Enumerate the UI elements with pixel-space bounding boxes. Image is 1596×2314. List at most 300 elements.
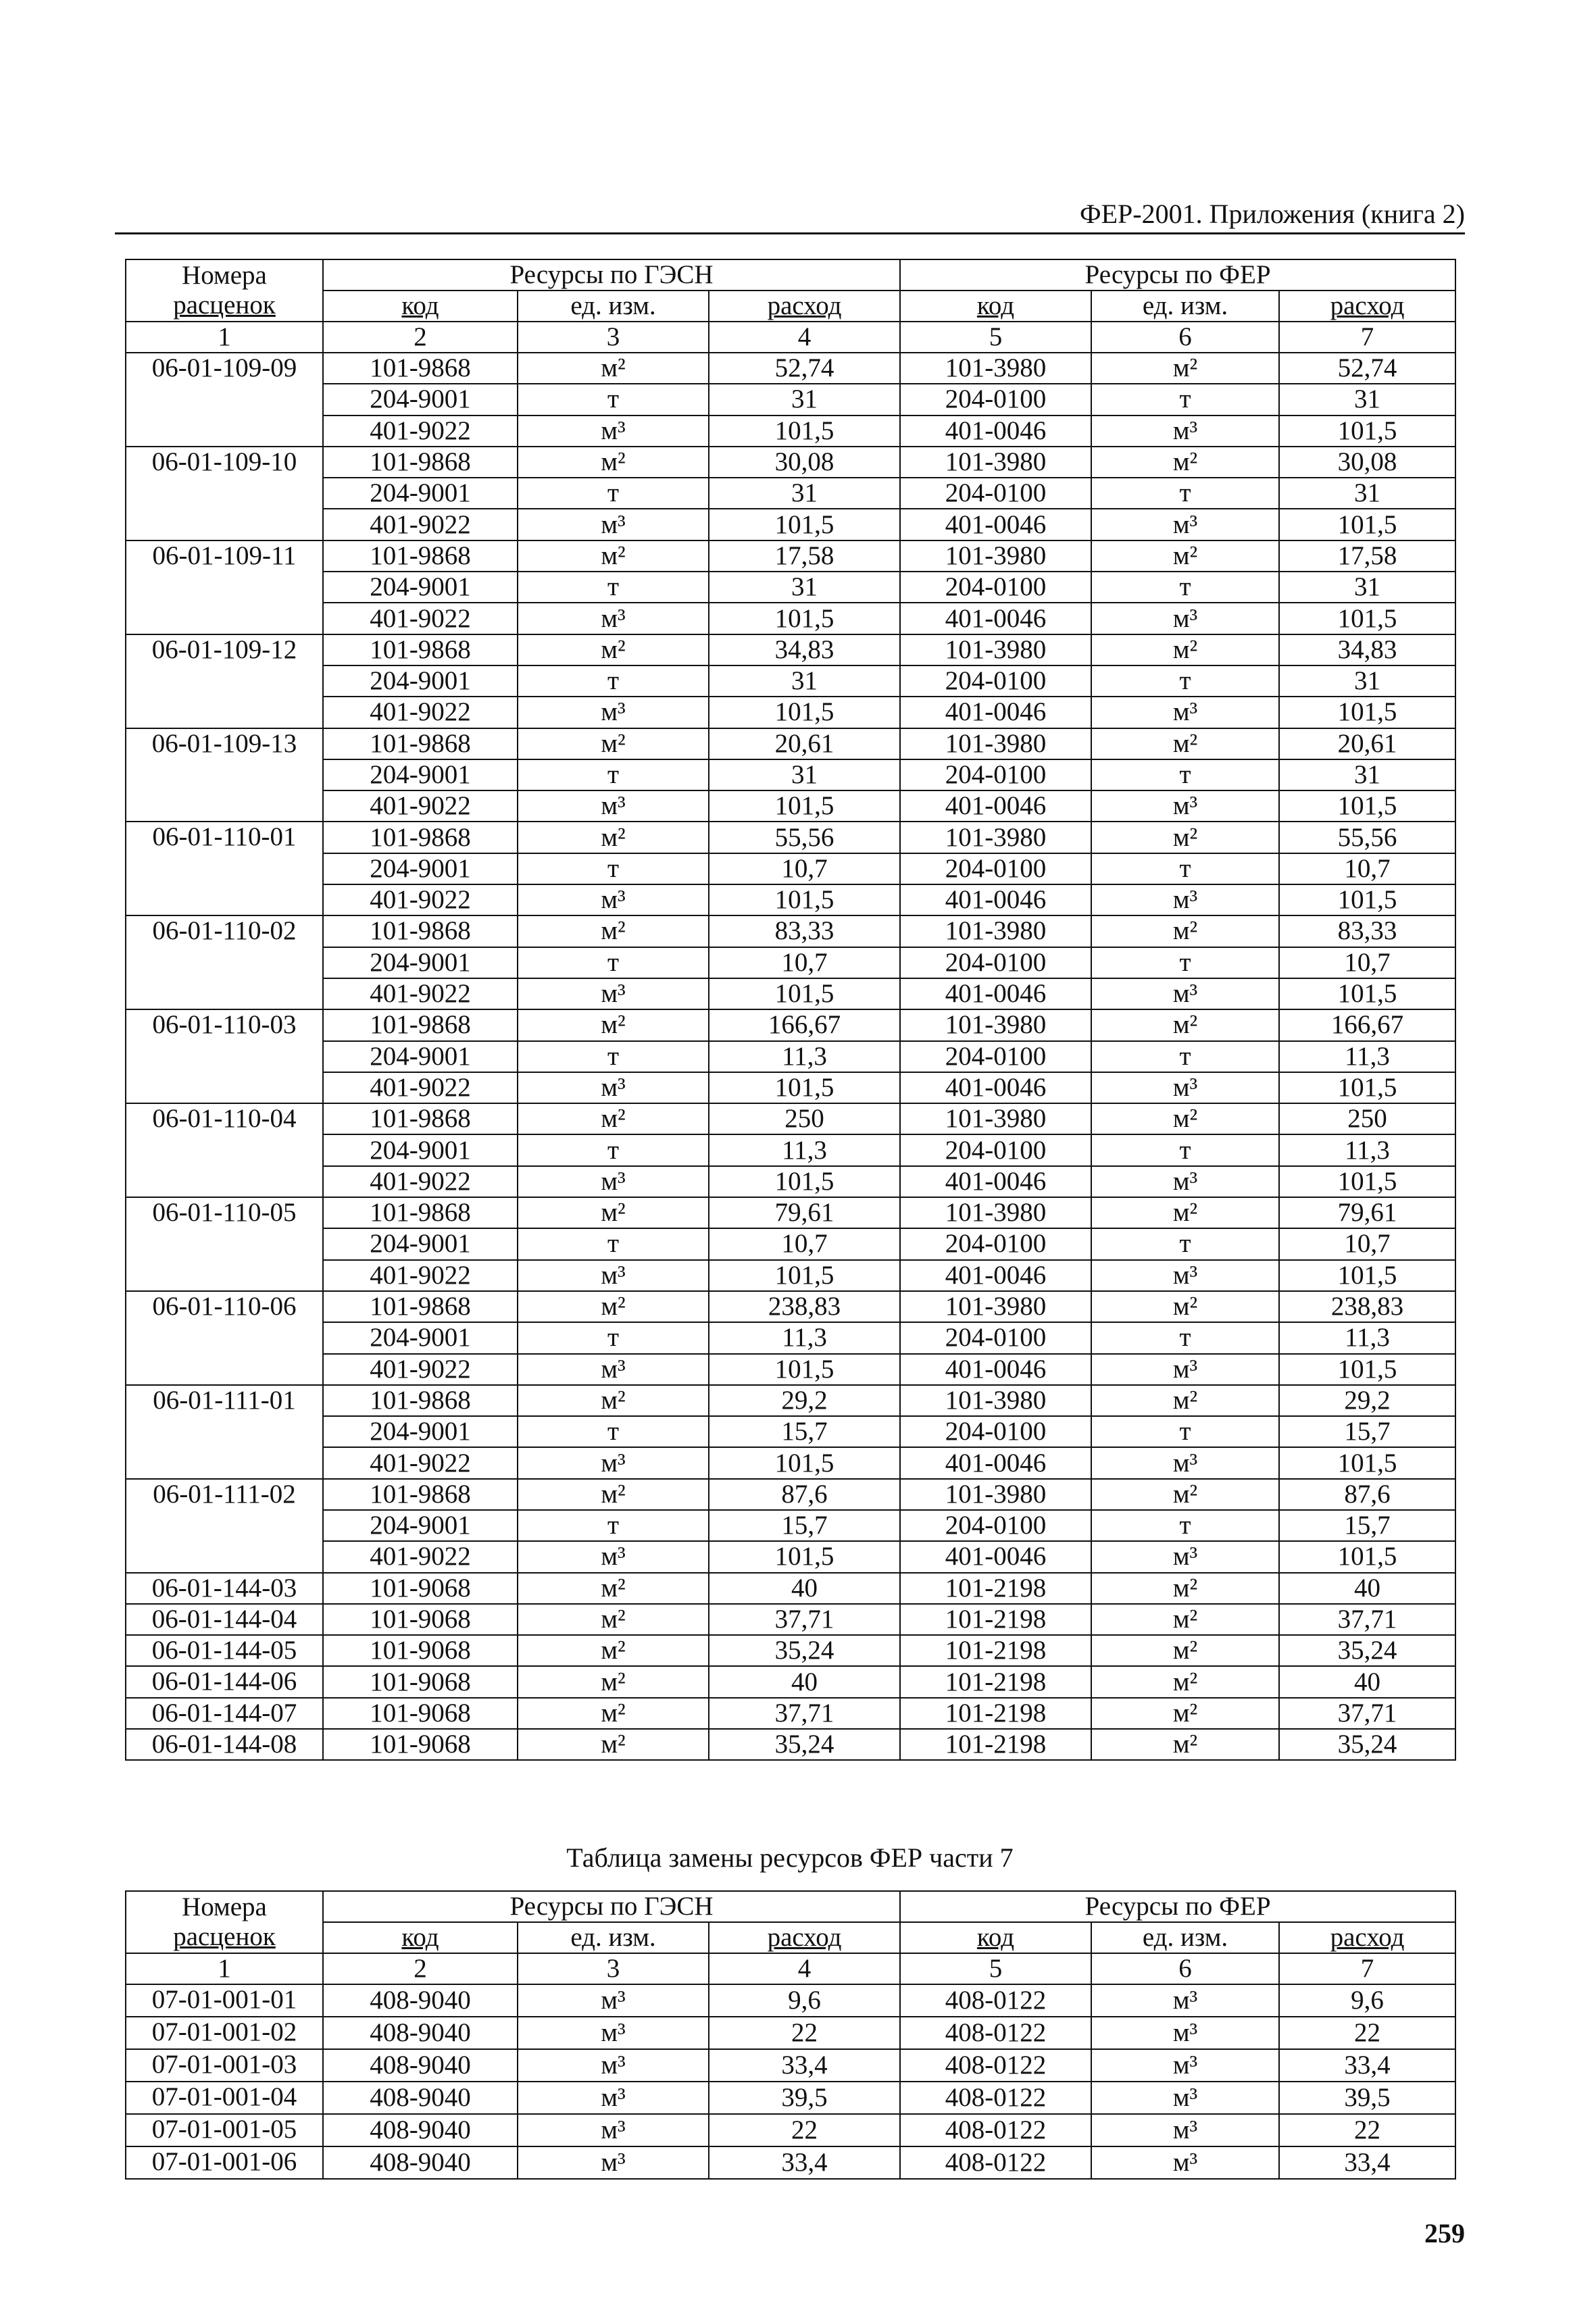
gesn-consumption-cell: 10,7 [709, 853, 900, 884]
table-head [126, 259, 1455, 353]
rate-number-cell: 06-01-109-09 [126, 353, 323, 447]
fer-unit-header: ед. изм. [1091, 291, 1279, 322]
fer-unit-cell: м² [1091, 1573, 1279, 1604]
fer-code-cell: 101-2198 [900, 1573, 1091, 1604]
gesn-code-cell: 204-9001 [323, 1228, 518, 1259]
table-row [126, 978, 1455, 1009]
gesn-consumption-cell: 101,5 [709, 509, 900, 540]
gesn-code-cell: 204-9001 [323, 947, 518, 978]
fer-consumption-cell: 31 [1279, 572, 1455, 603]
gesn-unit-cell: т [518, 947, 709, 978]
fer-unit-cell: м³ [1091, 1072, 1279, 1103]
gesn-code-cell: 401-9022 [323, 884, 518, 915]
gesn-unit-cell: т [518, 1228, 709, 1259]
table-row [126, 728, 1455, 759]
gesn-unit-cell: м³ [518, 1072, 709, 1103]
fer-code-cell: 204-0100 [900, 478, 1091, 509]
rate-number-cell: 06-01-109-11 [126, 540, 323, 634]
rate-number-cell: 06-01-144-04 [126, 1604, 323, 1635]
gesn-unit-cell: м² [518, 353, 709, 384]
fer-unit-cell: м² [1091, 1291, 1279, 1322]
fer-consumption-cell: 101,5 [1279, 603, 1455, 634]
rate-number-cell: 06-01-110-02 [126, 915, 323, 1009]
fer-code-cell: 401-0046 [900, 1166, 1091, 1197]
gesn-unit-cell: т [518, 572, 709, 603]
gesn-code-cell: 408-9040 [323, 2017, 518, 2049]
table-row [126, 665, 1455, 697]
table-row [126, 509, 1455, 540]
table-row [126, 884, 1455, 915]
table-row [126, 2082, 1455, 2114]
column-number: 2 [323, 322, 518, 353]
fer-unit-cell: м³ [1091, 2082, 1279, 2114]
gesn-unit-header: ед. изм. [518, 1922, 709, 1953]
column-number: 1 [126, 322, 323, 353]
gesn-unit-cell: м² [518, 1479, 709, 1510]
gesn-consumption-cell: 37,71 [709, 1698, 900, 1729]
fer-consumption-cell: 40 [1279, 1666, 1455, 1697]
gesn-code-cell: 408-9040 [323, 2082, 518, 2114]
rate-number-cell: 06-01-110-05 [126, 1197, 323, 1291]
gesn-code-cell: 101-9868 [323, 1103, 518, 1134]
fer-unit-cell: т [1091, 1322, 1279, 1353]
gesn-consumption-cell: 33,4 [709, 2146, 900, 2179]
table-row [126, 1260, 1455, 1291]
fer-code-cell: 401-0046 [900, 416, 1091, 447]
fer-group-header: Ресурсы по ФЕР [900, 259, 1455, 291]
fer-unit-cell: м³ [1091, 1354, 1279, 1385]
fer-consumption-cell: 55,56 [1279, 822, 1455, 853]
fer-code-cell: 204-0100 [900, 1510, 1091, 1541]
rate-numbers-header: Номера расценок [126, 259, 323, 322]
rate-number-cell: 06-01-144-07 [126, 1698, 323, 1729]
gesn-unit-cell: м³ [518, 2049, 709, 2082]
fer-unit-cell: м³ [1091, 2017, 1279, 2049]
fer-unit-cell: м³ [1091, 697, 1279, 728]
table-row [126, 353, 1455, 384]
gesn-code-cell: 401-9022 [323, 1260, 518, 1291]
gesn-code-header: код [323, 1922, 518, 1953]
fer-consumption-cell: 37,71 [1279, 1604, 1455, 1635]
table-row [126, 1510, 1455, 1541]
table-row [126, 790, 1455, 822]
table-row [126, 759, 1455, 790]
fer-unit-cell: т [1091, 1041, 1279, 1072]
fer-code-cell: 204-0100 [900, 1041, 1091, 1072]
rate-number-cell: 06-01-110-06 [126, 1291, 323, 1385]
table-row [126, 1573, 1455, 1604]
table-row [126, 1354, 1455, 1385]
gesn-unit-cell: т [518, 759, 709, 790]
page-header [115, 197, 1465, 231]
gesn-consumption-cell: 15,7 [709, 1416, 900, 1447]
gesn-consumption-cell: 11,3 [709, 1041, 900, 1072]
fer-consumption-cell: 101,5 [1279, 697, 1455, 728]
header-rule [115, 232, 1465, 234]
fer-code-cell: 101-3980 [900, 1479, 1091, 1510]
fer-consumption-cell: 39,5 [1279, 2082, 1455, 2114]
fer-consumption-cell: 9,6 [1279, 1984, 1455, 2017]
fer-unit-cell: м² [1091, 1604, 1279, 1635]
gesn-code-cell: 408-9040 [323, 2146, 518, 2179]
fer-code-cell: 101-3980 [900, 1009, 1091, 1040]
gesn-code-cell: 204-9001 [323, 1134, 518, 1165]
fer-unit-cell: т [1091, 759, 1279, 790]
fer-consumption-cell: 79,61 [1279, 1197, 1455, 1228]
gesn-consumption-cell: 55,56 [709, 822, 900, 853]
column-number: 4 [709, 1953, 900, 1984]
gesn-consumption-cell: 101,5 [709, 1541, 900, 1572]
gesn-unit-cell: м³ [518, 978, 709, 1009]
fer-consumption-cell: 20,61 [1279, 728, 1455, 759]
header-title: ФЕР-2001. Приложения (книга 2) [1080, 199, 1465, 229]
fer-unit-cell: м³ [1091, 1166, 1279, 1197]
gesn-unit-cell: м² [518, 1635, 709, 1666]
fer-code-cell: 204-0100 [900, 572, 1091, 603]
rate-number-cell: 07-01-001-04 [126, 2082, 323, 2114]
fer-consumption-cell: 31 [1279, 665, 1455, 697]
fer-consumption-cell: 35,24 [1279, 1729, 1455, 1760]
fer-unit-cell: т [1091, 853, 1279, 884]
fer-unit-cell: м³ [1091, 790, 1279, 822]
gesn-code-header: код [323, 291, 518, 322]
fer-unit-cell: м² [1091, 1479, 1279, 1510]
gesn-consumption-cell: 101,5 [709, 1260, 900, 1291]
gesn-consumption-cell: 11,3 [709, 1322, 900, 1353]
table-row [126, 1447, 1455, 1478]
table-row [126, 1729, 1455, 1760]
gesn-code-cell: 204-9001 [323, 853, 518, 884]
gesn-consumption-cell: 10,7 [709, 947, 900, 978]
fer-code-cell: 101-2198 [900, 1698, 1091, 1729]
gesn-unit-cell: м³ [518, 790, 709, 822]
table-body [126, 353, 1455, 1760]
gesn-consumption-cell: 35,24 [709, 1729, 900, 1760]
fer-unit-cell: м³ [1091, 1447, 1279, 1478]
table-row [126, 1166, 1455, 1197]
table-row [126, 697, 1455, 728]
fer-unit-cell: м² [1091, 353, 1279, 384]
gesn-consumption-cell: 101,5 [709, 1166, 900, 1197]
fer-consumption-cell: 101,5 [1279, 1072, 1455, 1103]
rate-number-cell: 06-01-109-10 [126, 447, 323, 540]
fer-consumption-cell: 30,08 [1279, 447, 1455, 478]
table-row [126, 2146, 1455, 2179]
gesn-code-cell: 204-9001 [323, 759, 518, 790]
resources-table-part7 [125, 1890, 1456, 2180]
gesn-unit-cell: м³ [518, 884, 709, 915]
fer-consumption-cell: 250 [1279, 1103, 1455, 1134]
fer-unit-cell: м² [1091, 1666, 1279, 1697]
column-number: 6 [1091, 1953, 1279, 1984]
table-row [126, 2049, 1455, 2082]
rate-number-cell: 06-01-144-08 [126, 1729, 323, 1760]
gesn-group-header: Ресурсы по ГЭСН [323, 1891, 900, 1922]
fer-consumption-cell: 33,4 [1279, 2146, 1455, 2179]
fer-unit-cell: м³ [1091, 1260, 1279, 1291]
gesn-code-cell: 204-9001 [323, 1416, 518, 1447]
gesn-unit-cell: м³ [518, 2082, 709, 2114]
rate-number-cell: 06-01-109-13 [126, 728, 323, 822]
gesn-consumption-cell: 250 [709, 1103, 900, 1134]
fer-code-cell: 101-3980 [900, 1197, 1091, 1228]
column-number: 1 [126, 1953, 323, 1984]
rate-number-cell: 07-01-001-01 [126, 1984, 323, 2017]
fer-consumption-cell: 101,5 [1279, 1541, 1455, 1572]
gesn-code-cell: 401-9022 [323, 603, 518, 634]
fer-code-cell: 204-0100 [900, 1322, 1091, 1353]
gesn-code-cell: 101-9868 [323, 728, 518, 759]
table-row [126, 1072, 1455, 1103]
table-row [126, 1134, 1455, 1165]
gesn-code-cell: 101-9868 [323, 353, 518, 384]
gesn-consumption-cell: 101,5 [709, 884, 900, 915]
fer-consumption-cell: 10,7 [1279, 853, 1455, 884]
gesn-code-cell: 401-9022 [323, 1541, 518, 1572]
fer-code-cell: 401-0046 [900, 1447, 1091, 1478]
gesn-code-cell: 204-9001 [323, 1041, 518, 1072]
gesn-unit-cell: м² [518, 1604, 709, 1635]
rate-number-cell: 06-01-110-01 [126, 822, 323, 915]
fer-code-cell: 401-0046 [900, 603, 1091, 634]
table-row [126, 1666, 1455, 1697]
rate-number-cell: 07-01-001-05 [126, 2114, 323, 2146]
fer-consumption-cell: 10,7 [1279, 947, 1455, 978]
gesn-unit-cell: т [518, 1041, 709, 1072]
gesn-unit-cell: м² [518, 1197, 709, 1228]
gesn-code-cell: 101-9068 [323, 1729, 518, 1760]
fer-unit-cell: м² [1091, 1103, 1279, 1134]
fer-consumption-cell: 166,67 [1279, 1009, 1455, 1040]
gesn-consumption-cell: 22 [709, 2114, 900, 2146]
rate-number-cell: 06-01-144-06 [126, 1666, 323, 1697]
fer-code-cell: 101-3980 [900, 915, 1091, 947]
gesn-code-cell: 401-9022 [323, 978, 518, 1009]
page-number: 259 [1424, 2218, 1465, 2248]
gesn-code-cell: 401-9022 [323, 509, 518, 540]
fer-code-cell: 101-3980 [900, 728, 1091, 759]
gesn-unit-cell: т [518, 1510, 709, 1541]
fer-code-cell: 401-0046 [900, 1072, 1091, 1103]
fer-code-cell: 401-0046 [900, 1541, 1091, 1572]
gesn-unit-cell: м³ [518, 1260, 709, 1291]
fer-code-cell: 204-0100 [900, 665, 1091, 697]
table-row [126, 603, 1455, 634]
gesn-unit-cell: м² [518, 1385, 709, 1416]
column-number: 2 [323, 1953, 518, 1984]
fer-code-cell: 101-2198 [900, 1666, 1091, 1697]
fer-unit-cell: м² [1091, 1635, 1279, 1666]
fer-unit-cell: м³ [1091, 416, 1279, 447]
gesn-unit-cell: м² [518, 634, 709, 665]
gesn-code-cell: 101-9868 [323, 1385, 518, 1416]
gesn-unit-cell: т [518, 384, 709, 415]
rate-number-cell: 06-01-111-02 [126, 1479, 323, 1573]
fer-code-cell: 204-0100 [900, 1416, 1091, 1447]
fer-consumption-cell: 35,24 [1279, 1635, 1455, 1666]
fer-consumption-cell: 101,5 [1279, 1166, 1455, 1197]
gesn-unit-cell: м³ [518, 1354, 709, 1385]
fer-unit-cell: м² [1091, 1009, 1279, 1040]
gesn-code-cell: 101-9068 [323, 1666, 518, 1697]
column-number: 3 [518, 322, 709, 353]
table-head [126, 1891, 1455, 1984]
gesn-unit-cell: м³ [518, 509, 709, 540]
fer-consumption-cell: 101,5 [1279, 790, 1455, 822]
fer-unit-cell: м³ [1091, 978, 1279, 1009]
fer-code-cell: 101-3980 [900, 447, 1091, 478]
fer-consumption-cell: 34,83 [1279, 634, 1455, 665]
gesn-code-cell: 408-9040 [323, 2049, 518, 2082]
fer-code-cell: 101-2198 [900, 1635, 1091, 1666]
table-row [126, 1322, 1455, 1353]
gesn-consumption-cell: 39,5 [709, 2082, 900, 2114]
table-row [126, 634, 1455, 665]
table-row [126, 1103, 1455, 1134]
gesn-unit-cell: м³ [518, 697, 709, 728]
gesn-unit-cell: м² [518, 540, 709, 572]
fer-unit-cell: м³ [1091, 1541, 1279, 1572]
gesn-code-cell: 101-9868 [323, 540, 518, 572]
gesn-consumption-cell: 101,5 [709, 1354, 900, 1385]
fer-code-cell: 204-0100 [900, 947, 1091, 978]
rate-number-cell: 06-01-144-05 [126, 1635, 323, 1666]
table-row [126, 1541, 1455, 1572]
fer-code-cell: 204-0100 [900, 853, 1091, 884]
fer-unit-cell: м² [1091, 1197, 1279, 1228]
gesn-unit-cell: м³ [518, 1984, 709, 2017]
fer-code-cell: 408-0122 [900, 1984, 1091, 2017]
gesn-unit-header: ед. изм. [518, 291, 709, 322]
gesn-code-cell: 101-9868 [323, 822, 518, 853]
gesn-unit-cell: м³ [518, 603, 709, 634]
gesn-unit-cell: т [518, 1322, 709, 1353]
fer-consumption-cell: 31 [1279, 759, 1455, 790]
gesn-consumption-cell: 101,5 [709, 416, 900, 447]
resources-table-main [125, 259, 1456, 1761]
fer-consumption-cell: 101,5 [1279, 416, 1455, 447]
fer-consumption-cell: 11,3 [1279, 1041, 1455, 1072]
gesn-unit-cell: м² [518, 1573, 709, 1604]
fer-consumption-cell: 22 [1279, 2114, 1455, 2146]
gesn-code-cell: 204-9001 [323, 1510, 518, 1541]
rate-number-cell: 06-01-110-03 [126, 1009, 323, 1103]
gesn-consumption-cell: 31 [709, 572, 900, 603]
fer-unit-cell: м² [1091, 1698, 1279, 1729]
column-number: 6 [1091, 322, 1279, 353]
fer-consumption-cell: 15,7 [1279, 1416, 1455, 1447]
fer-code-header: код [900, 1922, 1091, 1953]
gesn-consumption-cell: 11,3 [709, 1134, 900, 1165]
fer-code-cell: 401-0046 [900, 509, 1091, 540]
fer-consumption-cell: 11,3 [1279, 1134, 1455, 1165]
table-row [126, 478, 1455, 509]
fer-unit-cell: м³ [1091, 2114, 1279, 2146]
fer-consumption-cell: 10,7 [1279, 1228, 1455, 1259]
gesn-code-cell: 101-9068 [323, 1604, 518, 1635]
fer-code-cell: 101-3980 [900, 1291, 1091, 1322]
fer-unit-cell: м² [1091, 634, 1279, 665]
gesn-code-cell: 401-9022 [323, 790, 518, 822]
fer-unit-cell: т [1091, 384, 1279, 415]
fer-unit-cell: м² [1091, 728, 1279, 759]
fer-code-cell: 401-0046 [900, 978, 1091, 1009]
gesn-code-cell: 204-9001 [323, 384, 518, 415]
table-row [126, 1197, 1455, 1228]
gesn-unit-cell: м³ [518, 416, 709, 447]
gesn-unit-cell: м³ [518, 2017, 709, 2049]
fer-consumption-cell: 83,33 [1279, 915, 1455, 947]
gesn-consumption-cell: 40 [709, 1573, 900, 1604]
gesn-unit-cell: м² [518, 915, 709, 947]
gesn-unit-cell: т [518, 853, 709, 884]
gesn-unit-cell: м³ [518, 1541, 709, 1572]
table-body [126, 1984, 1455, 2179]
gesn-consumption-cell: 31 [709, 665, 900, 697]
gesn-unit-cell: м² [518, 1666, 709, 1697]
gesn-unit-cell: м² [518, 1009, 709, 1040]
gesn-code-cell: 401-9022 [323, 1166, 518, 1197]
table-row [126, 1416, 1455, 1447]
fer-code-cell: 101-3980 [900, 540, 1091, 572]
gesn-consumption-cell: 35,24 [709, 1635, 900, 1666]
rate-number-cell: 06-01-110-04 [126, 1103, 323, 1197]
fer-code-cell: 408-0122 [900, 2049, 1091, 2082]
gesn-consumption-cell: 101,5 [709, 697, 900, 728]
fer-group-header: Ресурсы по ФЕР [900, 1891, 1455, 1922]
fer-consumption-cell: 87,6 [1279, 1479, 1455, 1510]
fer-code-cell: 401-0046 [900, 697, 1091, 728]
gesn-consumption-cell: 238,83 [709, 1291, 900, 1322]
table-row [126, 1698, 1455, 1729]
fer-consumption-cell: 238,83 [1279, 1291, 1455, 1322]
gesn-code-cell: 204-9001 [323, 478, 518, 509]
gesn-consumption-cell: 101,5 [709, 978, 900, 1009]
table-row [126, 1479, 1455, 1510]
column-number: 4 [709, 322, 900, 353]
fer-consumption-cell: 52,74 [1279, 353, 1455, 384]
gesn-unit-cell: м² [518, 1103, 709, 1134]
fer-unit-cell: м³ [1091, 509, 1279, 540]
fer-unit-cell: т [1091, 1228, 1279, 1259]
fer-consumption-cell: 22 [1279, 2017, 1455, 2049]
gesn-consumption-cell: 31 [709, 478, 900, 509]
fer-unit-cell: м³ [1091, 2049, 1279, 2082]
gesn-unit-cell: м² [518, 1291, 709, 1322]
gesn-code-cell: 401-9022 [323, 1447, 518, 1478]
fer-code-cell: 204-0100 [900, 1228, 1091, 1259]
gesn-unit-cell: м² [518, 822, 709, 853]
gesn-code-cell: 101-9068 [323, 1635, 518, 1666]
fer-unit-cell: т [1091, 1510, 1279, 1541]
fer-unit-cell: т [1091, 478, 1279, 509]
gesn-consumption-cell: 37,71 [709, 1604, 900, 1635]
fer-unit-cell: м³ [1091, 2146, 1279, 2179]
table-row [126, 1604, 1455, 1635]
fer-unit-cell: т [1091, 665, 1279, 697]
gesn-code-cell: 101-9868 [323, 915, 518, 947]
fer-code-cell: 408-0122 [900, 2082, 1091, 2114]
gesn-code-cell: 401-9022 [323, 416, 518, 447]
gesn-code-cell: 408-9040 [323, 1984, 518, 2017]
gesn-unit-cell: т [518, 1134, 709, 1165]
table-row [126, 1009, 1455, 1040]
gesn-unit-cell: т [518, 1416, 709, 1447]
fer-consumption-cell: 101,5 [1279, 1260, 1455, 1291]
column-numbers-row [126, 1953, 1455, 1984]
gesn-unit-cell: т [518, 665, 709, 697]
fer-code-cell: 204-0100 [900, 384, 1091, 415]
